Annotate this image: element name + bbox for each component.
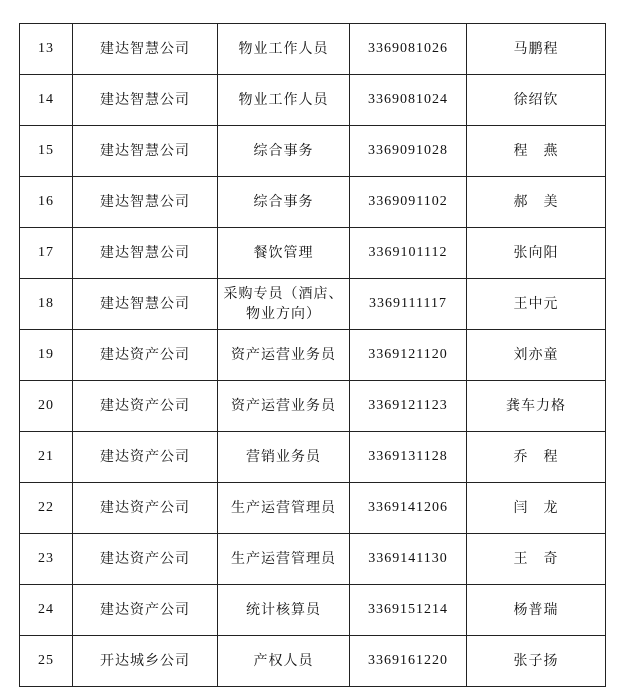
company-cell: 开达城乡公司 <box>73 636 218 687</box>
row-number: 21 <box>20 432 73 483</box>
company-cell: 建达资产公司 <box>73 585 218 636</box>
row-number: 14 <box>20 75 73 126</box>
company-cell: 建达智慧公司 <box>73 177 218 228</box>
position-cell <box>218 126 350 177</box>
roster-table-body <box>20 24 606 687</box>
table-row <box>20 483 606 534</box>
row-number: 24 <box>20 585 73 636</box>
name-cell: 龚车力格 <box>467 381 606 432</box>
name-cell: 张向阳 <box>467 228 606 279</box>
position-text: 营销业务员 <box>246 449 321 465</box>
name-cell: 杨普瑞 <box>467 585 606 636</box>
phone-cell: 3369121123 <box>350 381 467 432</box>
position-cell <box>218 381 350 432</box>
phone-cell: 3369081026 <box>350 24 467 75</box>
company-cell: 建达智慧公司 <box>73 75 218 126</box>
position-cell <box>218 228 350 279</box>
phone-cell: 3369151214 <box>350 585 467 636</box>
name-cell: 闫 龙 <box>467 483 606 534</box>
phone-cell: 3369121120 <box>350 330 467 381</box>
phone-cell: 3369131128 <box>350 432 467 483</box>
position-cell <box>218 534 350 585</box>
table-row <box>20 432 606 483</box>
name-cell: 刘亦童 <box>467 330 606 381</box>
position-cell <box>218 585 350 636</box>
table-row <box>20 177 606 228</box>
position-cell <box>218 24 350 75</box>
table-row <box>20 75 606 126</box>
company-cell: 建达资产公司 <box>73 381 218 432</box>
name-cell: 徐绍钦 <box>467 75 606 126</box>
table-row <box>20 636 606 687</box>
table-row <box>20 381 606 432</box>
company-cell: 建达资产公司 <box>73 330 218 381</box>
position-cell <box>218 279 350 330</box>
company-cell: 建达智慧公司 <box>73 228 218 279</box>
table-row <box>20 330 606 381</box>
position-text: 资产运营业务员 <box>231 398 336 414</box>
position-cell <box>218 330 350 381</box>
company-cell: 建达资产公司 <box>73 534 218 585</box>
name-cell: 王中元 <box>467 279 606 330</box>
position-text: 统计核算员 <box>246 602 321 618</box>
position-text: 餐饮管理 <box>253 245 314 261</box>
position-text: 综合事务 <box>253 143 314 159</box>
name-cell: 郝 美 <box>467 177 606 228</box>
table-row <box>20 534 606 585</box>
name-cell: 程 燕 <box>467 126 606 177</box>
roster-table <box>19 23 606 687</box>
phone-cell: 3369141130 <box>350 534 467 585</box>
row-number: 22 <box>20 483 73 534</box>
row-number: 18 <box>20 279 73 330</box>
phone-cell: 3369091102 <box>350 177 467 228</box>
row-number: 13 <box>20 24 73 75</box>
name-cell: 马鹏程 <box>467 24 606 75</box>
name-cell: 张子扬 <box>467 636 606 687</box>
row-number: 15 <box>20 126 73 177</box>
phone-cell: 3369101112 <box>350 228 467 279</box>
name-cell: 乔 程 <box>467 432 606 483</box>
position-text: 物业工作人员 <box>238 41 329 57</box>
row-number: 16 <box>20 177 73 228</box>
company-cell: 建达资产公司 <box>73 432 218 483</box>
row-number: 25 <box>20 636 73 687</box>
position-text: 资产运营业务员 <box>231 347 336 363</box>
company-cell: 建达智慧公司 <box>73 279 218 330</box>
position-text: 生产运营管理员 <box>231 500 336 516</box>
position-text: 生产运营管理员 <box>231 551 336 567</box>
position-cell <box>218 636 350 687</box>
position-text: 产权人员 <box>253 653 314 669</box>
table-row <box>20 126 606 177</box>
company-cell: 建达智慧公司 <box>73 24 218 75</box>
table-row <box>20 585 606 636</box>
phone-cell: 3369141206 <box>350 483 467 534</box>
name-cell: 王 奇 <box>467 534 606 585</box>
phone-cell: 3369081024 <box>350 75 467 126</box>
position-text: 采购专员（酒店、物业方向） <box>223 286 344 322</box>
company-cell: 建达智慧公司 <box>73 126 218 177</box>
position-text: 综合事务 <box>253 194 314 210</box>
position-cell <box>218 75 350 126</box>
position-cell <box>218 177 350 228</box>
phone-cell: 3369161220 <box>350 636 467 687</box>
table-row <box>20 279 606 330</box>
row-number: 17 <box>20 228 73 279</box>
company-cell: 建达资产公司 <box>73 483 218 534</box>
row-number: 23 <box>20 534 73 585</box>
table-row <box>20 228 606 279</box>
position-cell <box>218 483 350 534</box>
phone-cell: 3369091028 <box>350 126 467 177</box>
row-number: 20 <box>20 381 73 432</box>
table-row <box>20 24 606 75</box>
position-cell <box>218 432 350 483</box>
row-number: 19 <box>20 330 73 381</box>
phone-cell: 3369111117 <box>350 279 467 330</box>
position-text: 物业工作人员 <box>238 92 329 108</box>
